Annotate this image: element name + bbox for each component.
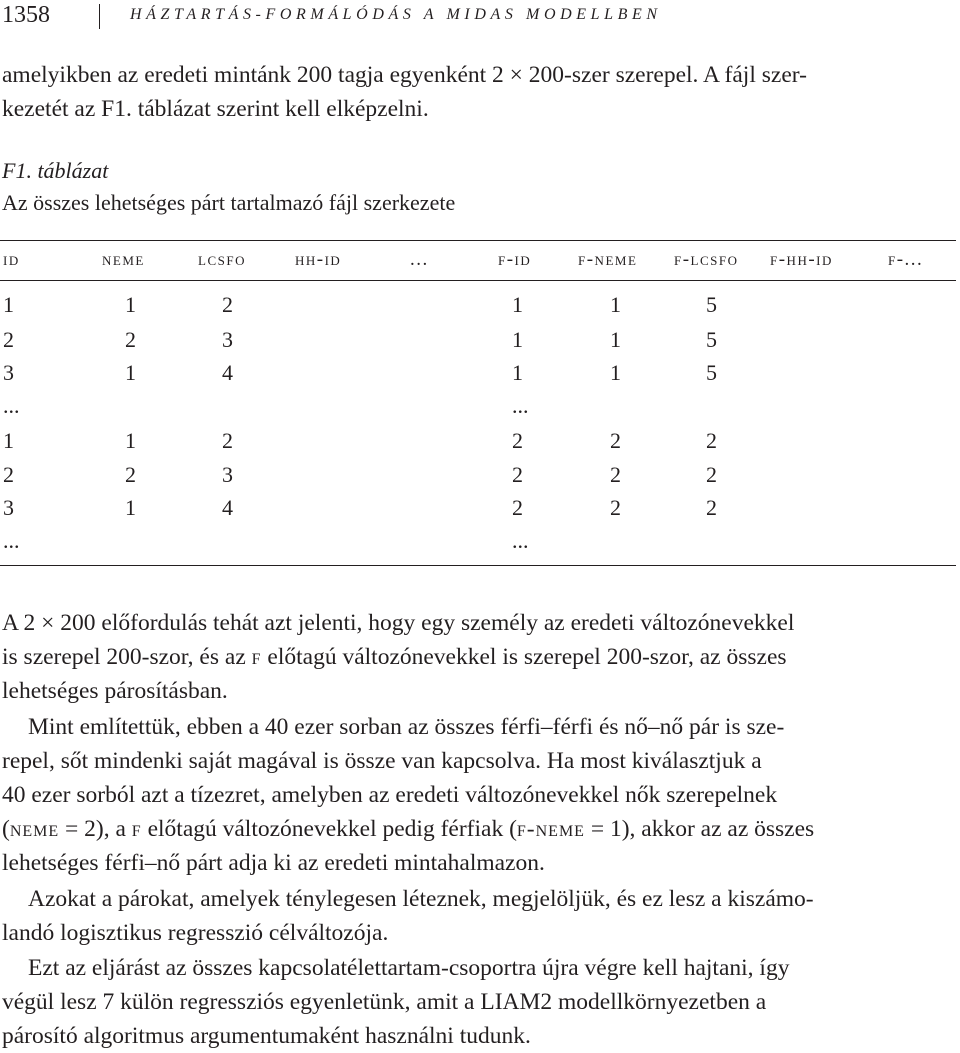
text-line: párosító algoritmus argumentumaként használni tudunk.: [2, 1023, 531, 1049]
text-run: is szerepel 200-szor, és az: [2, 644, 252, 670]
table-cell: 1: [610, 292, 621, 317]
col-header-f-lcsfo: f-lcsfo: [674, 249, 739, 270]
table-cell: 1: [125, 495, 136, 520]
table-cell: ...: [3, 528, 20, 553]
table-header-rule: [0, 280, 956, 281]
text-line: landó logisztikus regresszió célváltozója.: [2, 920, 389, 946]
table-cell: 2: [512, 495, 523, 520]
text-line: 40 ezer sorból azt a tízezret, amelyben az eredeti változónevekkel nők szerepelnek: [2, 782, 778, 808]
text-line: repel, sőt mindenki saját magával is össze van kapcsolva. Ha most kiválasztjuk a: [2, 748, 762, 774]
text-line: Mint említettük, ebben a 40 ezer sorban az összes férfi–férfi és nő–nő pár is sze-: [28, 714, 785, 740]
table-cell: 4: [222, 360, 233, 385]
text-line: A 2 × 200 előfordulás tehát azt jelenti, hogy egy személy az eredeti változónevekkel: [2, 610, 795, 636]
table-cell: 2: [222, 292, 233, 317]
running-title: HÁZTARTÁS-FORMÁLÓDÁS A MIDAS MODELLBEN: [130, 6, 662, 23]
table-cell: 4: [222, 495, 233, 520]
col-header-f-neme: f-neme: [578, 249, 638, 270]
col-header-f-ellipsis: f-...: [888, 249, 924, 270]
variable-name: neme: [9, 816, 60, 842]
prefix-label: f: [131, 816, 142, 842]
table-cell: 1: [125, 360, 136, 385]
page-number: 1358: [2, 2, 50, 28]
table-caption-title: F1. táblázat: [2, 158, 109, 183]
text-run: = 2), a: [59, 816, 132, 842]
table-cell: 2: [125, 462, 136, 487]
col-header-f-hh-id: f-hh-id: [770, 249, 833, 270]
table-cell: 2: [706, 428, 717, 453]
text-line: Ezt az eljárást az összes kapcsolatélettartam-csoportra újra végre kell hajtani, így: [28, 955, 790, 981]
col-header-lcsfo: lcsfo: [198, 249, 246, 270]
page-header: [0, 0, 960, 32]
paragraph-4: [2, 882, 954, 950]
paragraph-3: [2, 710, 954, 880]
text-run: = 1), akkor az az összes: [584, 816, 815, 842]
paragraph-2: [2, 606, 954, 708]
table-cell: 3: [3, 495, 14, 520]
table-cell: 1: [610, 360, 621, 385]
table-cell: 2: [610, 462, 621, 487]
table-cell: 2: [610, 495, 621, 520]
table-cell: 2: [610, 428, 621, 453]
text-line: lehetséges párosításban.: [2, 678, 228, 704]
table-cell: 2: [512, 428, 523, 453]
col-header-hh-id: hh-id: [295, 249, 342, 270]
text-line: [2, 640, 954, 674]
intro-paragraph: [2, 58, 954, 126]
table-cell: 2: [3, 462, 14, 487]
variable-name: f-neme: [516, 816, 585, 842]
table-cell: ...: [3, 393, 20, 418]
table-cell: 1: [610, 327, 621, 352]
table-cell: 2: [706, 495, 717, 520]
text-line: lehetséges férfi–nő párt adja ki az eredeti mintahalmazon.: [2, 850, 545, 876]
text-line: [2, 812, 954, 846]
table-cell: 1: [3, 428, 14, 453]
table-top-rule: [0, 240, 956, 241]
data-table: [0, 240, 956, 570]
table-cell: 1: [3, 292, 14, 317]
table-cell: 3: [3, 360, 14, 385]
table-cell: 1: [125, 292, 136, 317]
table-cell: 2: [222, 428, 233, 453]
text-run: előtagú változónevekkel is szerepel 200-szor, az összes: [261, 644, 787, 670]
col-header-f-id: f-id: [498, 249, 532, 270]
col-header-ellipsis: ...: [410, 249, 429, 270]
header-divider: [99, 4, 100, 29]
text-run: előtagú változónevekkel pedig férfiak (: [141, 816, 517, 842]
table-cell: 5: [706, 292, 717, 317]
col-header-id: id: [3, 249, 20, 270]
text-line: kezetét az F1. táblázat szerint kell elképzelni.: [2, 96, 429, 122]
table-cell: ...: [512, 528, 529, 553]
table-cell: ...: [512, 393, 529, 418]
table-caption-subtitle: Az összes lehetséges párt tartalmazó fájl szerkezete: [2, 190, 456, 215]
table-cell: 1: [512, 327, 523, 352]
table-cell: 1: [125, 428, 136, 453]
table-cell: 2: [3, 327, 14, 352]
prefix-label: f: [251, 644, 262, 670]
table-cell: 1: [512, 360, 523, 385]
paragraph-5: [2, 951, 954, 1053]
text-line: amelyikben az eredeti mintánk 200 tagja egyenként 2 × 200-szer szerepel. A fájl szer-: [2, 62, 807, 88]
table-cell: 5: [706, 360, 717, 385]
col-header-neme: neme: [102, 249, 145, 270]
table-cell: 5: [706, 327, 717, 352]
table-cell: 2: [125, 327, 136, 352]
table-cell: 2: [706, 462, 717, 487]
text-line: Azokat a párokat, amelyek ténylegesen léteznek, megjelöljük, és ez lesz a kiszámo-: [28, 886, 814, 912]
table-cell: 2: [512, 462, 523, 487]
table-bottom-rule: [0, 565, 956, 566]
table-cell: 3: [222, 327, 233, 352]
table-cell: 3: [222, 462, 233, 487]
text-line: végül lesz 7 külön regressziós egyenletünk, amit a LIAM2 modellkörnyezetben a: [2, 989, 767, 1015]
table-cell: 1: [512, 292, 523, 317]
text-run: (: [2, 816, 10, 842]
